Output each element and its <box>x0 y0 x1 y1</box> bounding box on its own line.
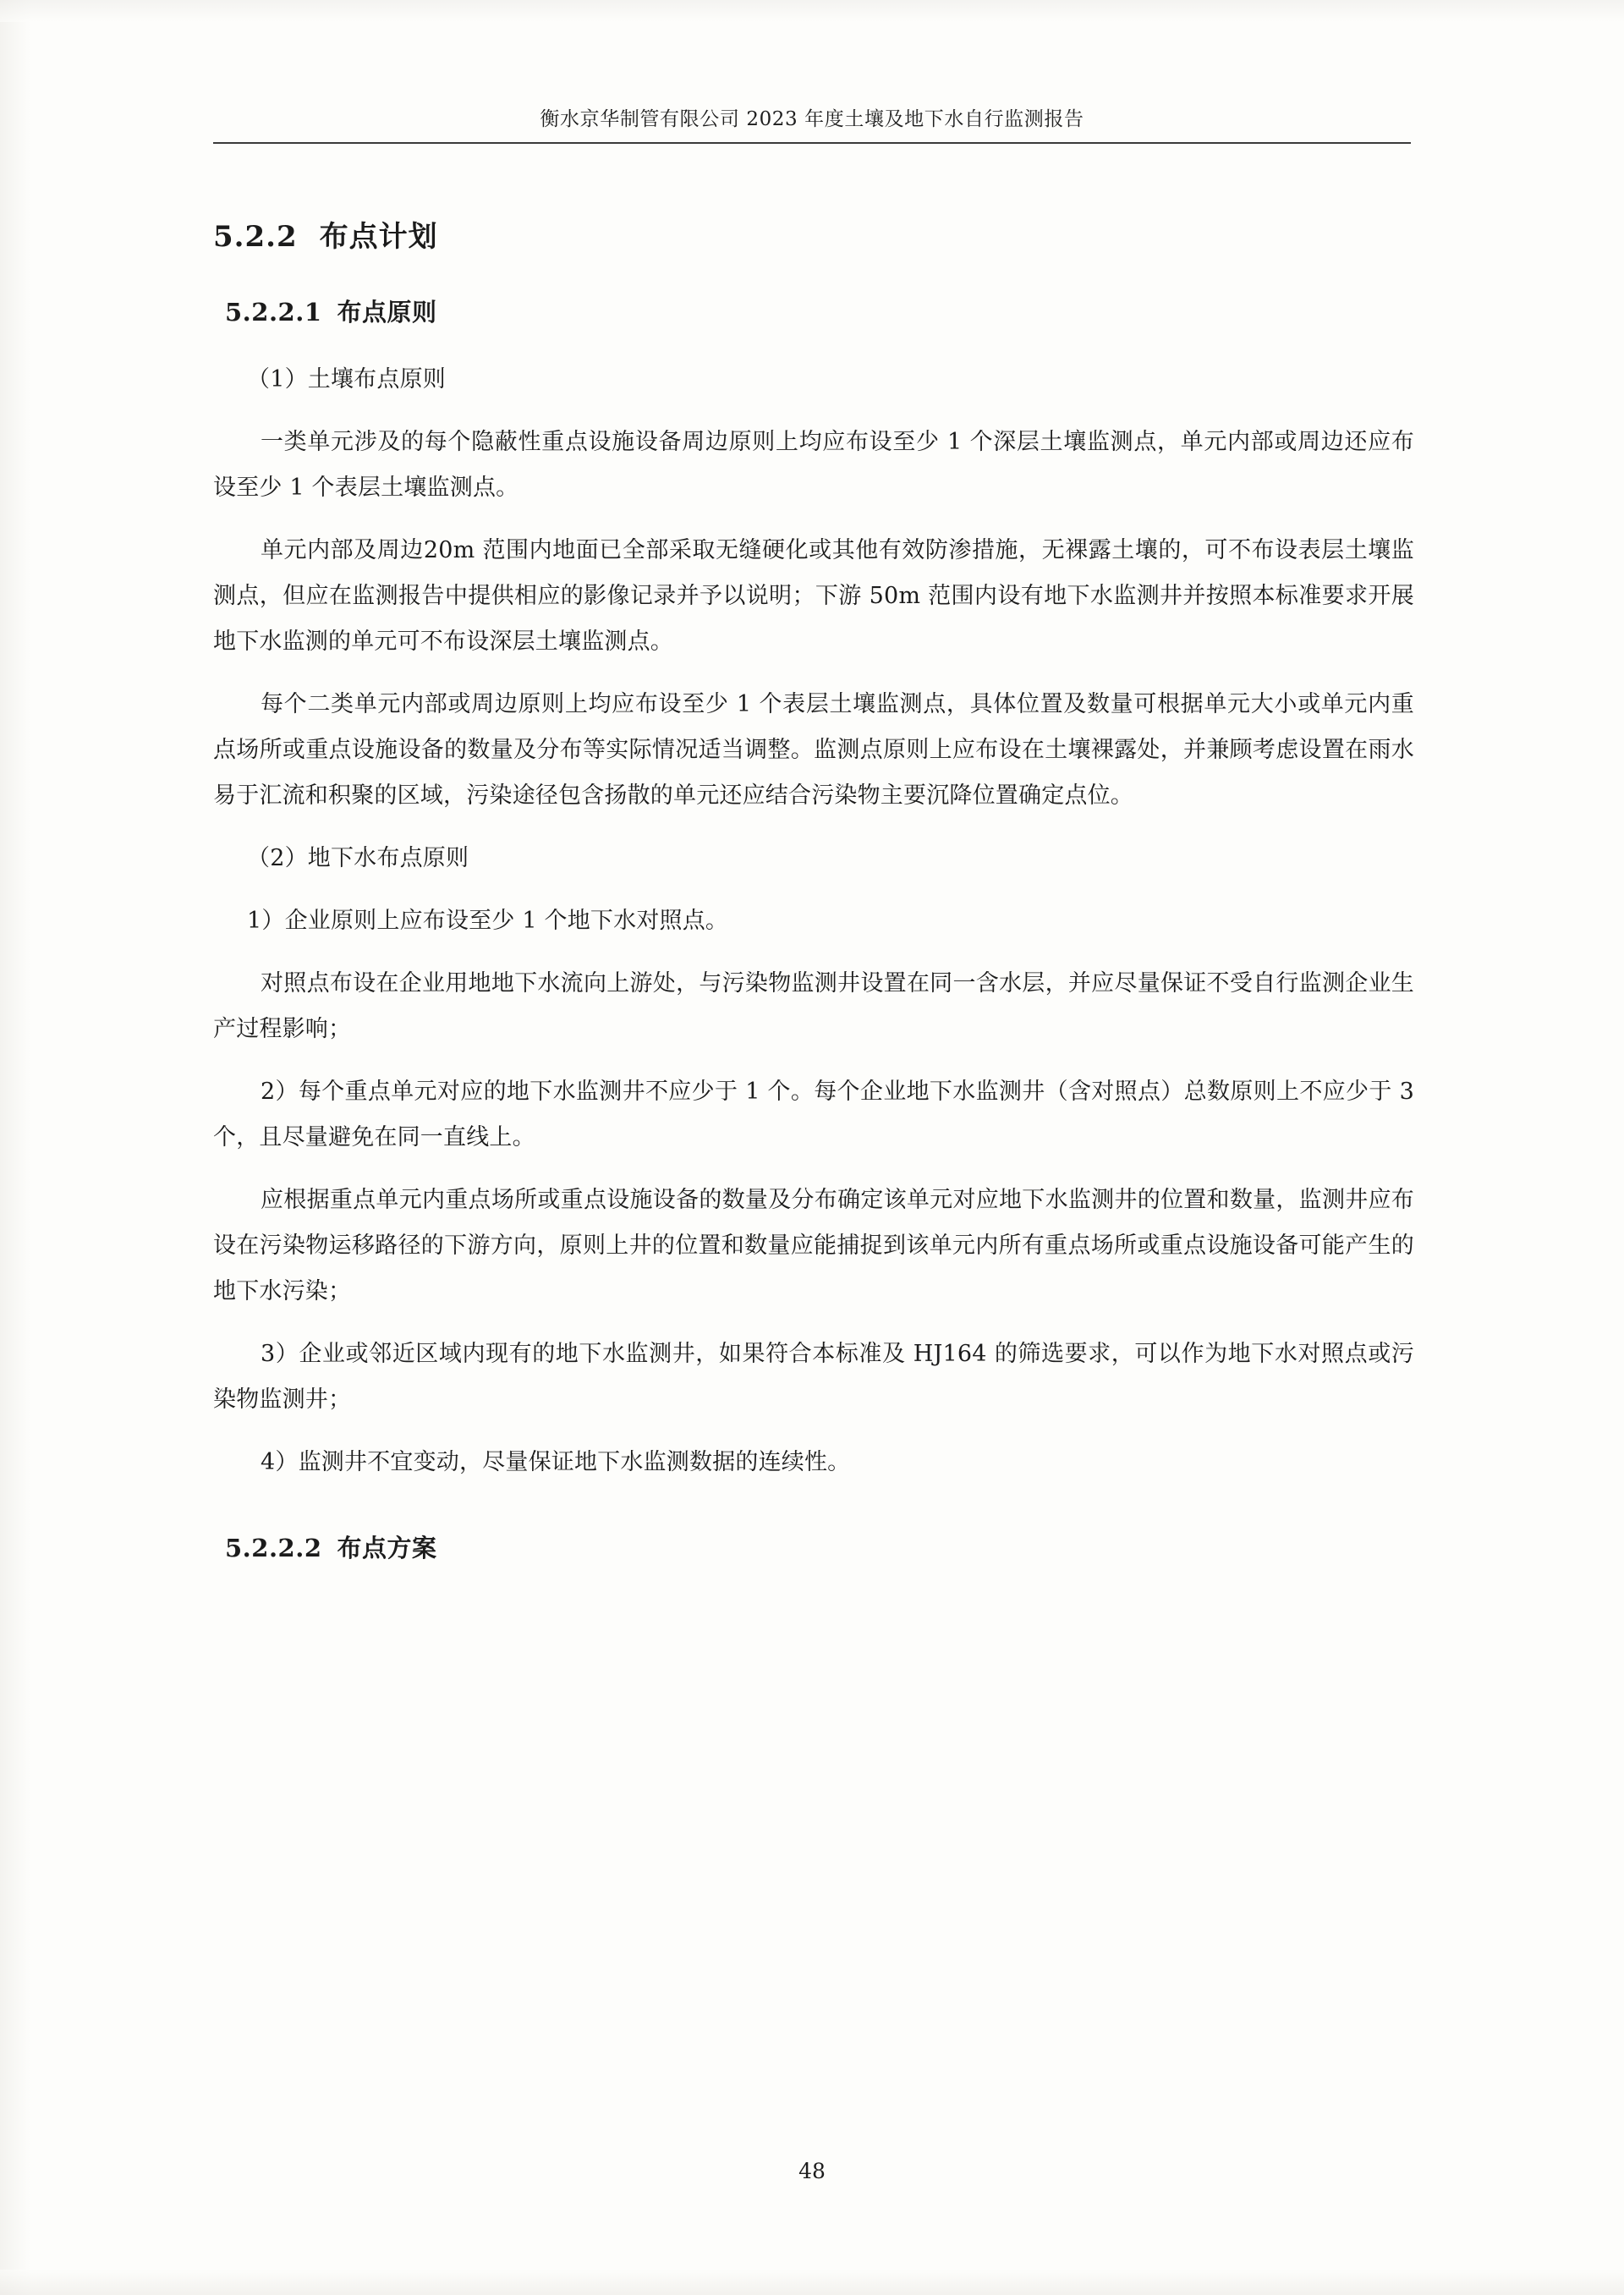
paragraph: 一类单元涉及的每个隐蔽性重点设施设备周边原则上均应布设至少 1 个深层土壤监测点，单元内部或周边还应布设至少 1 个表层土壤监测点。 <box>213 429 1414 501</box>
paragraph: 应根据重点单元内重点场所或重点设施设备的数量及分布确定该单元对应地下水监测井的位置和数量，监测井应布设在污染物运移路径的下游方向，原则上井的位置和数量应能捕捉到该单元内所有重点场所或重点设施设备可能产生的地下水污染； <box>213 1187 1414 1304</box>
paragraph: 每个二类单元内部或周边原则上均应布设至少 1 个表层土壤监测点，具体位置及数量可根据单元大小或单元内重点场所或重点设施设备的数量及分布等实际情况适当调整。监测点原则上应布设在土壤裸露处，并兼顾考虑设置在雨水易于汇流和积聚的区域，污染途径包含扬散的单元还应结合污染物主要沉降位置确定点位。 <box>213 691 1414 809</box>
paragraph: 3）企业或邻近区域内现有的地下水监测井，如果符合本标准及 HJ164 的筛选要求，可以作为地下水对照点或污染物监测井； <box>213 1341 1414 1413</box>
page-header <box>213 103 1411 144</box>
header-divider <box>213 142 1411 144</box>
subsection-heading-2 <box>225 1529 1414 1564</box>
section-title: 布点计划 <box>319 220 438 254</box>
scan-edge-top <box>0 0 1624 22</box>
paragraph: 2）每个重点单元对应的地下水监测井不应少于 1 个。每个企业地下水监测井（含对照点）总数原则上不应少于 3 个，且尽量避免在同一直线上。 <box>213 1079 1414 1150</box>
scan-edge-left <box>0 0 30 2295</box>
subsection-title-2: 布点方案 <box>337 1534 437 1562</box>
paragraph: （2）地下水布点原则 <box>247 845 469 871</box>
paragraph: 1）企业原则上应布设至少 1 个地下水对照点。 <box>247 908 729 934</box>
page-content <box>213 213 1414 1564</box>
paragraph: （1）土壤布点原则 <box>247 366 446 393</box>
scan-edge-bottom <box>0 2270 1624 2295</box>
subsection-title-1: 布点原则 <box>337 298 437 327</box>
page-number: 48 <box>798 2159 826 2183</box>
paragraph: 对照点布设在企业用地地下水流向上游处，与污染物监测井设置在同一含水层，并应尽量保证不受自行监测企业生产过程影响； <box>213 970 1414 1042</box>
subsection-heading-1 <box>225 294 1414 328</box>
paragraph: 4）监测井不宜变动，尽量保证地下水监测数据的连续性。 <box>261 1449 851 1475</box>
subsection-number-1: 5.2.2.1 <box>225 298 322 327</box>
paragraph: 单元内部及周边20m 范围内地面已全部采取无缝硬化或其他有效防渗措施，无裸露土壤的，可不布设表层土壤监测点，但应在监测报告中提供相应的影像记录并予以说明；下游 50m 范围内设有地下水监测井并按照本标准要求开展地下水监测的单元可不布设深层土壤监测点。 <box>213 537 1414 655</box>
running-title: 衡水京华制管有限公司 2023 年度土壤及地下水自行监测报告 <box>540 108 1084 130</box>
subsection-number-2: 5.2.2.2 <box>225 1534 322 1562</box>
section-number: 5.2.2 <box>213 220 298 254</box>
section-heading <box>213 213 1414 255</box>
